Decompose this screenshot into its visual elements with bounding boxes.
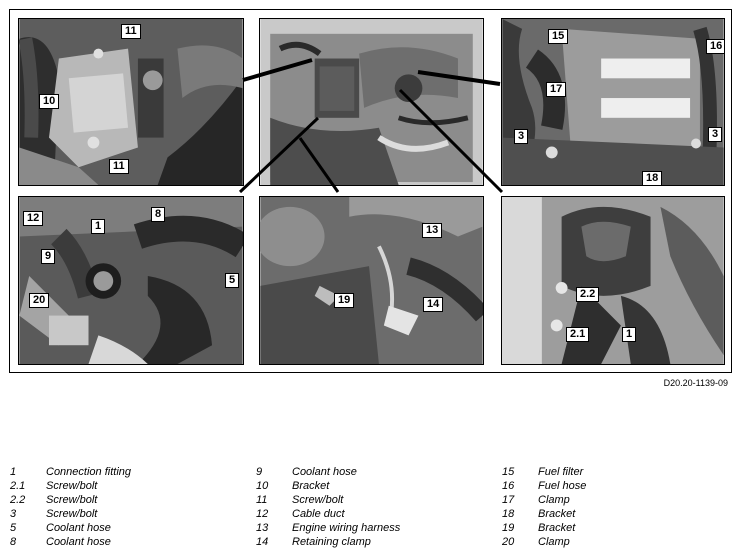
legend-label: Coolant hose <box>46 536 111 548</box>
legend-label: Fuel hose <box>538 480 587 492</box>
legend-label: Clamp <box>538 536 570 548</box>
photo-overview-image <box>260 19 483 185</box>
legend-number: 10 <box>256 480 269 492</box>
legend-number: 12 <box>256 508 269 520</box>
photo-harness-image <box>260 197 483 364</box>
legend-number: 17 <box>502 494 515 506</box>
legend-number: 11 <box>256 494 268 506</box>
photo-wiring-harness <box>259 196 484 365</box>
callout-3-right: 3 <box>708 127 722 142</box>
photo-fuel-filter <box>501 18 725 186</box>
legend-label: Connection fitting <box>46 466 131 478</box>
callout-3-left: 3 <box>514 129 528 144</box>
legend-label: Fuel filter <box>538 466 584 478</box>
legend-number: 2.1 <box>10 480 26 492</box>
figure-frame <box>9 9 732 373</box>
legend-number: 5 <box>10 522 17 534</box>
legend-label: Bracket <box>538 522 576 534</box>
legend-number: 14 <box>256 536 269 548</box>
legend-label: Screw/bolt <box>292 494 344 506</box>
callout-9: 9 <box>41 249 55 264</box>
legend-number: 19 <box>502 522 515 534</box>
photo-coolant-image <box>19 197 243 364</box>
legend-number: 1 <box>10 466 17 478</box>
legend-number: 16 <box>502 480 515 492</box>
legend-label: Retaining clamp <box>292 536 371 548</box>
callout-11-top: 11 <box>121 24 141 39</box>
legend-label: Coolant hose <box>46 522 111 534</box>
legend-number: 18 <box>502 508 515 520</box>
callout-16: 16 <box>706 39 725 54</box>
callout-11-bottom: 11 <box>109 159 129 174</box>
figure-id: D20.20-1139-09 <box>663 378 728 388</box>
legend-label: Screw/bolt <box>46 494 98 506</box>
callout-8: 8 <box>151 207 165 222</box>
legend-label: Coolant hose <box>292 466 357 478</box>
legend-label: Cable duct <box>292 508 345 520</box>
callout-1: 1 <box>91 219 105 234</box>
callout-20: 20 <box>29 293 49 308</box>
legend-label: Bracket <box>292 480 330 492</box>
callout-2-2: 2.2 <box>576 287 599 302</box>
callout-19: 19 <box>334 293 354 308</box>
legend-label: Screw/bolt <box>46 480 98 492</box>
legend-label: Bracket <box>538 508 576 520</box>
legend-label: Clamp <box>538 494 570 506</box>
photo-engine-overview <box>259 18 484 186</box>
legend-number: 8 <box>10 536 17 548</box>
callout-1-fitting: 1 <box>622 327 636 342</box>
photo-connection-fitting <box>501 196 725 365</box>
callout-10: 10 <box>39 94 59 109</box>
legend-number: 9 <box>256 466 263 478</box>
legend-label: Screw/bolt <box>46 508 98 520</box>
legend-number: 13 <box>256 522 269 534</box>
legend-number: 3 <box>10 508 17 520</box>
callout-15: 15 <box>548 29 568 44</box>
photo-fitting-image <box>502 197 724 364</box>
callout-12: 12 <box>23 211 43 226</box>
legend-label: Engine wiring harness <box>292 522 401 534</box>
photo-fuel-filter-image <box>502 19 724 185</box>
callout-2-1: 2.1 <box>566 327 589 342</box>
legend-number: 2.2 <box>10 494 26 506</box>
callout-17: 17 <box>546 82 566 97</box>
callout-18: 18 <box>642 171 662 186</box>
photo-bracket-detail <box>18 18 244 186</box>
callout-13: 13 <box>422 223 442 238</box>
callout-14: 14 <box>423 297 443 312</box>
photo-coolant-hoses <box>18 196 244 365</box>
callout-5: 5 <box>225 273 239 288</box>
legend-number: 15 <box>502 466 515 478</box>
legend-number: 20 <box>502 536 515 548</box>
